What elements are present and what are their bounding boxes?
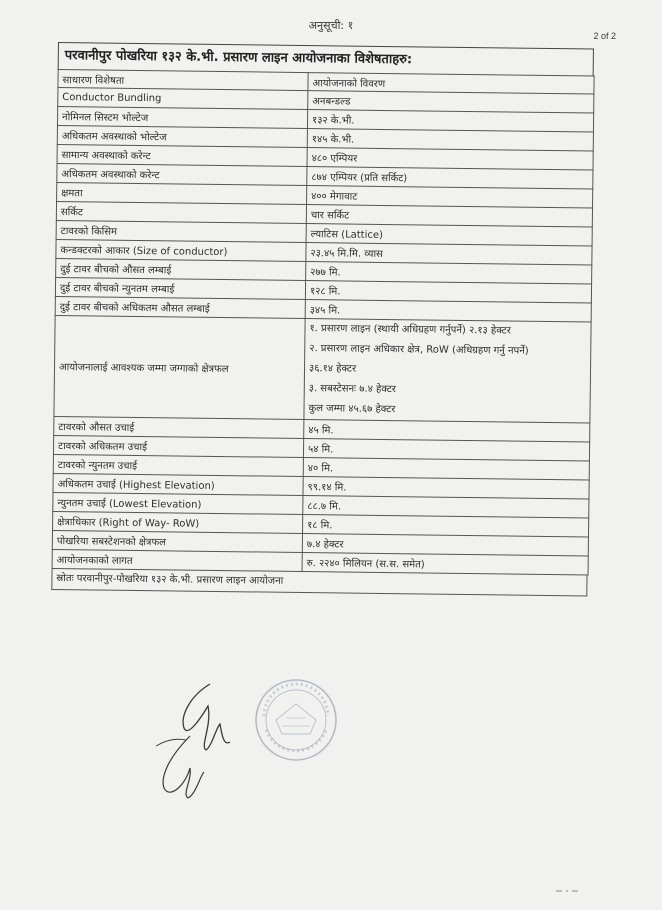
table-body-bottom bbox=[52, 416, 590, 575]
detail-cell: ७.४ हेक्टर bbox=[302, 534, 588, 556]
detail-cell: ४५ मि. bbox=[304, 420, 590, 442]
table-row-land-area bbox=[54, 315, 591, 423]
detail-cell: ४० मि. bbox=[303, 458, 589, 480]
land-area-line: कुल जम्मा ४५.६७ हेक्टर bbox=[308, 403, 396, 416]
detail-cell: २७७ मि. bbox=[306, 262, 592, 284]
feature-cell: अधिकतम अवस्थाको करेन्ट bbox=[57, 163, 307, 185]
feature-cell: नोमिनल सिस्टम भोल्टेज bbox=[57, 107, 307, 129]
feature-cell: पोखरिया सबस्टेशनको क्षेत्रफल bbox=[52, 530, 302, 552]
detail-cell: ८७४ एम्पियर (प्रति सर्किट) bbox=[307, 167, 593, 189]
feature-cell: Conductor Bundling bbox=[58, 88, 308, 110]
feature-cell: कन्डक्टरको आकार (Size of conductor) bbox=[56, 239, 306, 261]
spec-document bbox=[51, 42, 594, 597]
detail-cell: १२८ मि. bbox=[305, 281, 591, 303]
detail-cell: ९९.१४ मि. bbox=[303, 477, 589, 499]
detail-cell: चार सर्किट bbox=[306, 205, 592, 227]
land-area-line: २. प्रसारण लाइन अधिकार क्षेत्र, RoW (अधिग्रहण गर्नु नपर्ने) bbox=[309, 343, 529, 357]
feature-cell: क्षमता bbox=[57, 182, 307, 204]
feature-cell: दुई टावर बीचको न्युनतम लम्बाई bbox=[55, 277, 305, 299]
detail-cell: ३४५ मि. bbox=[305, 300, 591, 322]
feature-cell: आयोजनकाको लागत bbox=[52, 549, 302, 571]
official-seal bbox=[252, 676, 340, 764]
page-mark bbox=[554, 888, 584, 894]
detail-cell: रु. २२४० मिलियन (स.स. समेत) bbox=[302, 553, 588, 575]
document-title: परवानीपुर पोखरिया १३२ के.भी. प्रसारण लाइन आयोजनाका विशेषताहरु: bbox=[58, 42, 594, 76]
feature-cell: सर्किट bbox=[56, 201, 306, 223]
feature-cell: टावरको औसत उचाई bbox=[54, 416, 304, 438]
signature-mark bbox=[150, 676, 240, 806]
feature-cell: क्षेत्राधिकार (Right of Way- RoW) bbox=[53, 511, 303, 533]
annex-label: अनुसूची: १ bbox=[308, 19, 354, 32]
detail-cell: २३.४५ मि.मि. व्यास bbox=[306, 243, 592, 265]
page-number: 2 of 2 bbox=[593, 31, 616, 41]
detail-cell: ८८.७ मि. bbox=[303, 496, 589, 518]
feature-cell: दुई टावर बीचको औसत लम्बाई bbox=[56, 258, 306, 280]
feature-cell: सामान्य अवस्थाको करेन्ट bbox=[57, 144, 307, 166]
land-area-line: ३६.१४ हेक्टर bbox=[308, 363, 357, 375]
source-note: स्रोतः परवानीपुर-पोखरिया १३२ के.भी. प्रसारण लाइन आयोजना bbox=[51, 569, 587, 597]
detail-cell: ल्याटिस (Lattice) bbox=[306, 224, 592, 246]
spec-table bbox=[52, 69, 595, 576]
land-area-block bbox=[54, 315, 591, 423]
land-area-line: १. प्रसारण लाइन (स्थायी अधिग्रहण गर्नुपर्ने) २.१३ हेक्टर bbox=[309, 323, 511, 337]
detail-cell: ४०० मेगावाट bbox=[307, 186, 593, 208]
table-body-top bbox=[55, 88, 594, 323]
detail-cell: अनबन्डल्ड bbox=[308, 91, 594, 113]
feature-cell: दुई टावर बीचको अधिकतम औसत लम्बाई bbox=[55, 296, 305, 318]
column-header-detail: आयोजनाको विवरण bbox=[308, 73, 594, 94]
feature-cell: अधिकतम अवस्थाको भोल्टेज bbox=[57, 125, 307, 147]
land-area-feature: आयोजनालाई आवश्यक जम्मा जग्गाको क्षेत्रफल bbox=[54, 315, 305, 419]
detail-cell: ४८० एम्पियर bbox=[307, 148, 593, 170]
feature-cell: अधिकतम उचाई (Highest Elevation) bbox=[53, 473, 303, 495]
detail-cell: १८ मि. bbox=[303, 515, 589, 537]
land-area-detail bbox=[304, 319, 591, 423]
land-area-line: ३. सबस्टेसनः ७.४ हेक्टर bbox=[308, 383, 396, 396]
detail-cell: १३२ के.भी. bbox=[307, 110, 593, 132]
feature-cell: न्युनतम उचाई (Lowest Elevation) bbox=[53, 492, 303, 514]
detail-cell: ५४ मि. bbox=[303, 439, 589, 461]
feature-cell: टावरको किसिम bbox=[56, 220, 306, 242]
detail-cell: १४५ के.भी. bbox=[307, 129, 593, 151]
column-header-feature: साधारण विशेषता bbox=[58, 70, 308, 91]
feature-cell: टावरको न्युनतम उचाई bbox=[53, 454, 303, 476]
feature-cell: टावरको अधिकतम उचाई bbox=[53, 435, 303, 457]
